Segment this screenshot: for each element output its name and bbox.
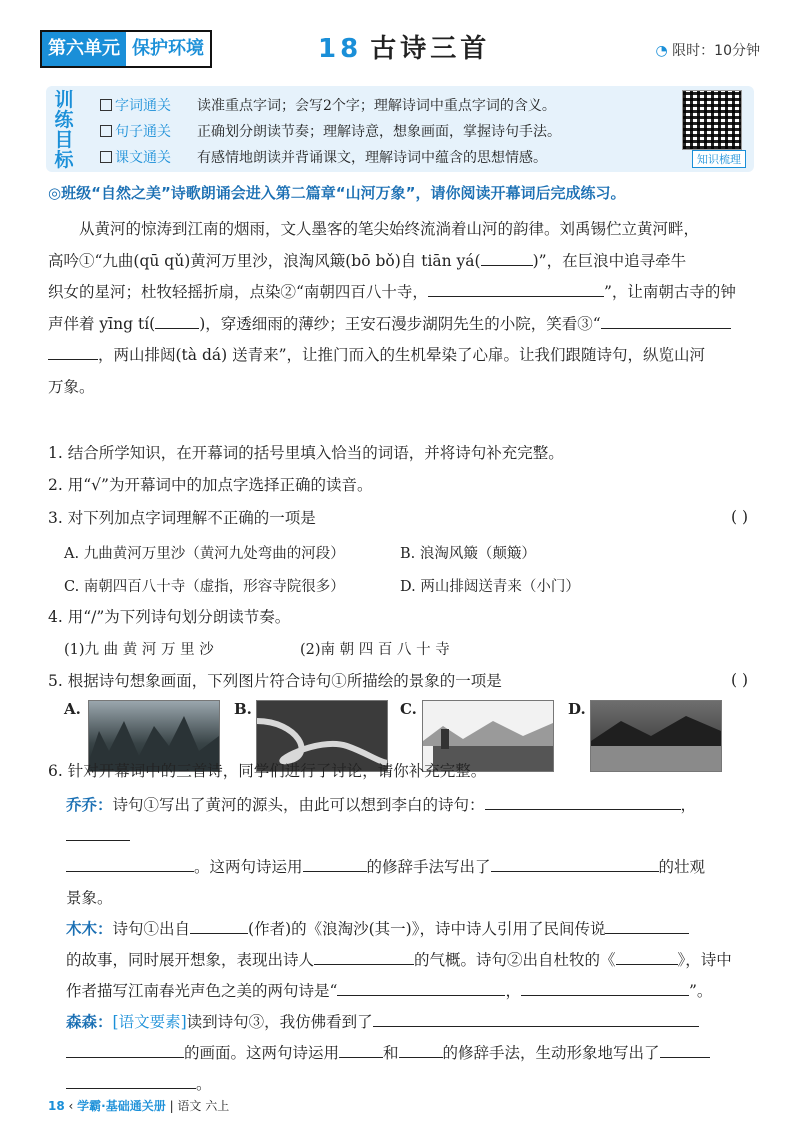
question-6: 6. 针对开幕词中的三首诗，同学们进行了讨论，请你补充完整。: [48, 762, 487, 780]
speaker-qiaoqiao: 乔乔：: [66, 796, 113, 814]
unit-label: 第六单元: [42, 32, 126, 66]
language-element-tag: [语文要素]: [112, 1013, 187, 1031]
speaker-sensen: 森森：: [66, 1013, 113, 1031]
passage-line: 万象。: [48, 377, 95, 396]
dialogue-line: 乔乔：诗句①写出了黄河的源头，由此可以想到李白的诗句： ，: [66, 790, 756, 852]
checkbox[interactable]: [100, 151, 112, 163]
question-2: 2. 用“√”为开幕词中的加点字选择正确的读音。: [48, 476, 373, 494]
unit-badge: [40, 30, 212, 68]
passage-line: ，两山排闼(tà dá) 送青来”，让推门而入的生机晕染了心扉。让我们跟随诗句，纵览山河: [48, 340, 756, 372]
qr-caption: 知识梳理: [692, 150, 746, 168]
q4-item-1[interactable]: (1)九 曲 黄 河 万 里 沙: [64, 642, 214, 658]
dialogue-line: 森森：[语文要素]读到诗句③，我仿佛看到了: [66, 1007, 756, 1038]
intro-text: ◎班级“自然之美”诗歌朗诵会进入第二篇章“山河万象”，请你阅读开幕词后完成练习。: [48, 184, 626, 202]
goal-row: [100, 118, 561, 144]
goal-label: 字词通关: [115, 98, 171, 114]
blank[interactable]: [601, 312, 731, 329]
answer-parentheses[interactable]: ( ): [730, 508, 748, 526]
subject: 语文 六上: [177, 1099, 230, 1113]
dialogue-line: 的故事，同时展开想象，表现出诗人 的气概。诗句②出自杜牧的《 》，诗中: [66, 945, 756, 976]
qr-code[interactable]: [682, 90, 742, 150]
blank[interactable]: [399, 1041, 443, 1058]
question-5: 5. 根据诗句想象画面，下列图片符合诗句①所描绘的景象的一项是: [48, 672, 502, 690]
q4-item-2[interactable]: (2)南 朝 四 百 八 十 寺: [300, 642, 450, 658]
image-label-b: B.: [234, 700, 252, 718]
blank[interactable]: [339, 1041, 383, 1058]
dialogue-line: 景象。: [66, 889, 113, 907]
blank[interactable]: [605, 917, 689, 934]
blank[interactable]: [428, 280, 604, 297]
image-label-a: A.: [64, 700, 81, 718]
option-b[interactable]: B. 浪淘风簸（颠簸）: [400, 546, 536, 562]
image-option-d[interactable]: [590, 700, 722, 772]
chevron-left-icon: ‹: [68, 1099, 74, 1113]
dialogue-line: 木木：诗句①出自 (作者)的《浪淘沙(其一)》，诗中诗人引用了民间传说: [66, 914, 756, 945]
goal-label: 课文通关: [115, 150, 171, 166]
blank[interactable]: [660, 1041, 710, 1058]
blank[interactable]: [66, 824, 130, 841]
blank[interactable]: [485, 793, 681, 810]
checkbox[interactable]: [100, 125, 112, 137]
book-name: 学霸·基础通关册: [77, 1099, 166, 1113]
unit-theme: 保护环境: [126, 32, 210, 66]
blank[interactable]: [190, 917, 248, 934]
lesson-number: 18: [318, 34, 363, 64]
divider: |: [169, 1099, 178, 1113]
answer-parentheses[interactable]: ( ): [730, 671, 748, 689]
goal-text: 读准重点字词；会写2个字；理解诗词中重点字词的含义。: [197, 98, 556, 114]
footer: [48, 1097, 229, 1114]
blank[interactable]: [303, 855, 367, 872]
goal-text: 正确划分朗读节奏；理解诗意，想象画面，掌握诗句手法。: [197, 124, 561, 140]
page-title: [318, 28, 490, 65]
blank[interactable]: [616, 948, 678, 965]
clock-icon: ◔: [655, 43, 668, 59]
speaker-mumu: 木木：: [66, 920, 113, 938]
blank[interactable]: [521, 979, 689, 996]
passage-line: 织女的星河；杜牧轻摇折扇，点染②“南朝四百八十寺， ”，让南朝古寺的钟: [48, 277, 756, 309]
blank[interactable]: [337, 979, 505, 996]
time-limit: [656, 40, 761, 60]
time-limit-text: 限时：10分钟: [672, 43, 760, 59]
dialogue-line: 作者描写江南春光声色之美的两句诗是“ ， ”。: [66, 976, 756, 1007]
question-3: 3. 对下列加点字词理解不正确的一项是: [48, 509, 316, 527]
passage-line: 声伴着 yīng tí( )，穿透细雨的薄纱；王安石漫步湖阴先生的小院，笑看③“: [48, 309, 756, 341]
question-1: 1. 结合所学知识，在开幕词的括号里填入恰当的词语，并将诗句补充完整。: [48, 444, 564, 462]
blank[interactable]: [491, 855, 659, 872]
option-a[interactable]: A. 九曲黄河万里沙（黄河九处弯曲的河段）: [64, 546, 345, 562]
question-4: 4. 用“/”为下列诗句划分朗读节奏。: [48, 608, 291, 626]
goal-row: [100, 144, 561, 170]
option-d[interactable]: D. 两山排闼送青来（小门）: [400, 579, 580, 595]
blank[interactable]: [48, 343, 98, 360]
goal-label: 句子通关: [115, 124, 171, 140]
goal-text: 有感情地朗读并背诵课文，理解诗词中蕴含的思想情感。: [197, 150, 547, 166]
blank[interactable]: [314, 948, 414, 965]
page-number: 18: [48, 1099, 65, 1113]
dialogue-line: 。这两句诗运用 的修辞手法写出了 的壮观: [66, 852, 756, 883]
blank[interactable]: [481, 249, 533, 266]
image-label-c: C.: [400, 700, 417, 718]
passage-line: 从黄河的惊涛到江南的烟雨，文人墨客的笔尖始终流淌着山河的韵律。刘禹锡伫立黄河畔，: [79, 220, 700, 238]
discussion: [66, 790, 756, 1100]
lesson-title: 古诗三首: [370, 34, 491, 64]
blank[interactable]: [66, 1041, 184, 1058]
passage-line: 高吟①“九曲(qū qǔ)黄河万里沙，浪淘风簸(bō bǒ)自 tiān yá( )”，在巨浪中追寻牵牛: [48, 246, 756, 278]
image-label-d: D.: [568, 700, 586, 718]
blank[interactable]: [66, 855, 194, 872]
dialogue-line: 。: [66, 1069, 756, 1100]
goals-tag: 训练目标: [54, 89, 74, 171]
mountain-lake-image: [591, 701, 721, 771]
opening-passage: [48, 214, 756, 403]
goal-row: [100, 92, 561, 118]
checkbox[interactable]: [100, 99, 112, 111]
blank[interactable]: [155, 312, 199, 329]
dialogue-line: 的画面。这两句诗运用 和 的修辞手法，生动形象地写出了: [66, 1038, 756, 1069]
training-goals-box: [46, 86, 754, 172]
blank[interactable]: [373, 1010, 699, 1027]
option-c[interactable]: C. 南朝四百八十寺（虚指，形容寺院很多）: [64, 579, 345, 595]
blank[interactable]: [66, 1072, 196, 1089]
